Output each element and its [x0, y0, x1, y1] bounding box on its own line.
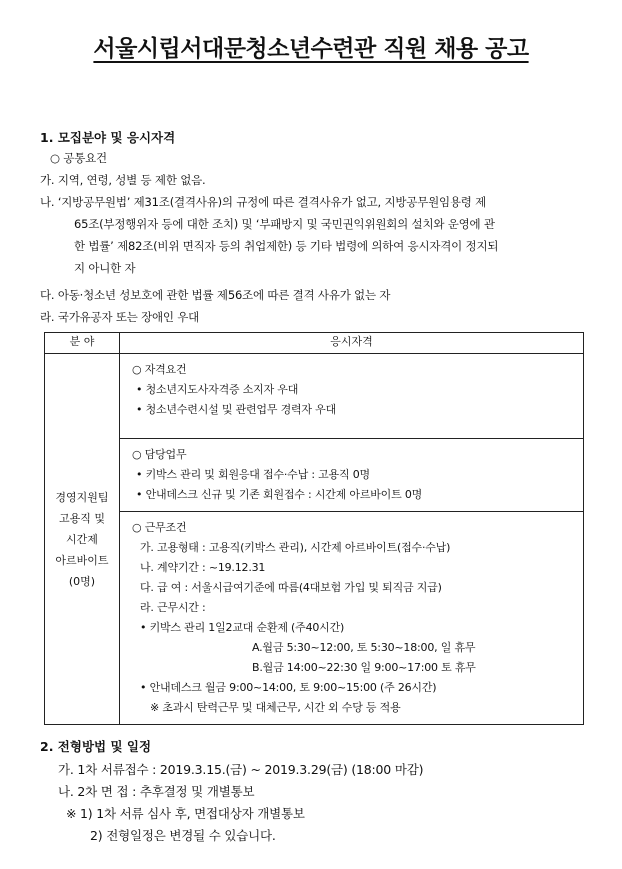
- field-line: (0명): [68, 574, 96, 588]
- schedule-line: 2) 전형일정은 변경될 수 있습니다.: [90, 828, 276, 843]
- header-qualification: 응시자격: [120, 333, 584, 354]
- condition-line: 나. 계약기간 : ~19.12.31: [140, 561, 266, 574]
- table-row: [45, 439, 584, 512]
- qualification-label: ○ 자격요건: [132, 363, 187, 376]
- schedule-line: 나. 2차 면 접 : 추후결정 및 개별통보: [58, 784, 255, 799]
- qualification-item: • 청소년지도사자격증 소지자 우대: [136, 383, 299, 396]
- requirement-item: 나. ‘지방공무원법’ 제31조(결격사유)의 규정에 따른 결격사유가 없고, 지방공무원임용령 제: [40, 195, 487, 209]
- requirement-item: 지 아니한 자: [74, 261, 136, 275]
- condition-line: 다. 급 여 : 서울시급여기준에 따름(4대보험 가입 및 퇴직금 지급): [140, 581, 442, 594]
- table-header-row: [45, 333, 584, 354]
- schedule-line: ※ 1) 1차 서류 심사 후, 면접대상자 개별통보: [66, 806, 305, 821]
- field-line: 고용직 및: [58, 511, 105, 525]
- condition-line: • 키박스 관리 1일2교대 순환제 (주40시간): [140, 621, 345, 634]
- recruitment-table: [44, 332, 584, 725]
- requirement-item: 한 법률’ 제82조(비위 면직자 등의 취업제한) 등 기타 법령에 의하여 응시자격이 정지되: [74, 239, 499, 253]
- duties-label: ○ 담당업무: [132, 448, 187, 461]
- field-line: 경영지원팀: [55, 490, 109, 504]
- header-field: 분 야: [45, 333, 120, 354]
- section2-heading: 2. 전형방법 및 일정: [40, 739, 152, 754]
- duties-item: • 안내데스크 신규 및 기존 회원접수 : 시간제 아르바이트 0명: [136, 488, 423, 501]
- condition-line: 가. 고용형태 : 고용직(키박스 관리), 시간제 아르바이트(접수·수납): [140, 541, 451, 554]
- field-line: 시간제: [66, 532, 98, 546]
- condition-line: A.월금 5:30~12:00, 토 5:30~18:00, 일 휴무: [252, 641, 476, 654]
- duties-cell: [120, 439, 584, 512]
- conditions-cell: [120, 512, 584, 725]
- duties-item: • 키박스 관리 및 회원응대 접수·수납 : 고용직 0명: [136, 468, 370, 481]
- field-line: 아르바이트: [55, 553, 109, 567]
- section1-heading: 1. 모집분야 및 응시자격: [40, 130, 176, 145]
- condition-line: ※ 초과시 탄력근무 및 대체근무, 시간 외 수당 등 적용: [150, 701, 401, 714]
- condition-line: B.월금 14:00~22:30 일 9:00~17:00 토 휴무: [252, 661, 476, 674]
- conditions-label: ○ 근무조건: [132, 521, 187, 534]
- common-requirements-label: ○ 공통요건: [50, 151, 107, 165]
- schedule-line: 가. 1차 서류접수 : 2019.3.15.(금) ~ 2019.3.29(금) (18:00 마감): [58, 762, 424, 777]
- field-cell: [45, 354, 120, 725]
- qualification-item: • 청소년수련시설 및 관련업무 경력자 우대: [136, 403, 337, 416]
- requirement-item: 다. 아동·청소년 성보호에 관한 법률 제56조에 따른 결격 사유가 없는 자: [40, 288, 391, 302]
- qualification-cell: [120, 354, 584, 439]
- requirement-item: 65조(부정행위자 등에 대한 조치) 및 ‘부패방지 및 국민권익위원회의 설치와 운영에 관: [74, 217, 495, 231]
- table-row: [45, 354, 584, 439]
- condition-line: • 안내데스크 월금 9:00~14:00, 토 9:00~15:00 (주 26시간): [140, 681, 437, 694]
- requirement-item: 가. 지역, 연령, 성별 등 제한 없음.: [40, 173, 206, 187]
- condition-line: 라. 근무시간 :: [140, 601, 206, 614]
- table-row: [45, 512, 584, 725]
- page-title: [0, 30, 622, 63]
- requirement-item: 라. 국가유공자 또는 장애인 우대: [40, 310, 200, 324]
- page-title-text: 서울시립서대문청소년수련관 직원 채용 공고: [93, 36, 529, 62]
